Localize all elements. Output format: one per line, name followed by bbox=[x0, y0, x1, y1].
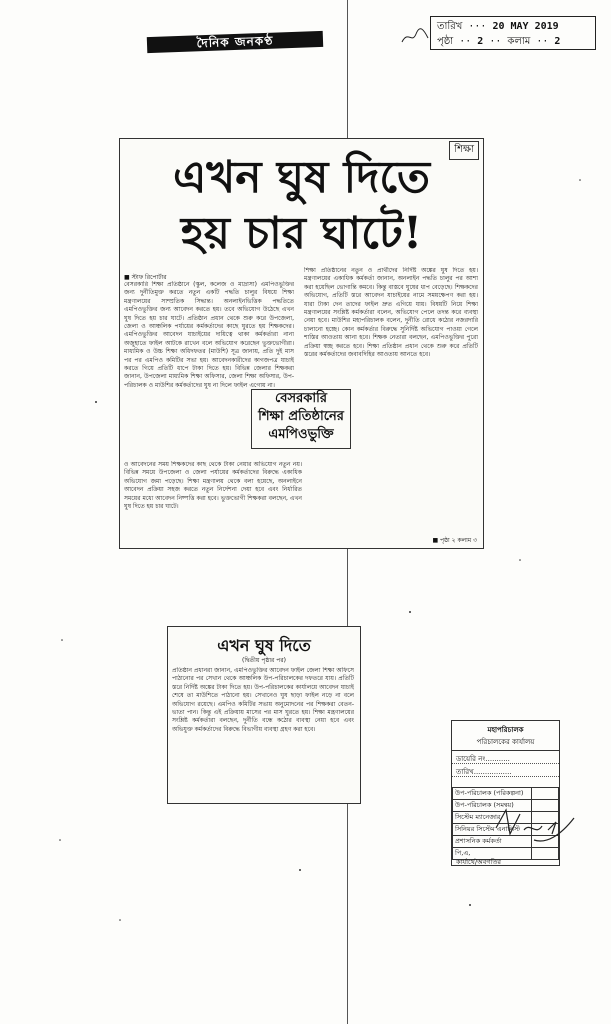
inset-line: বেসরকারি bbox=[275, 391, 327, 406]
received-date-stamp: তারিখ ··· 20 MAY 2019 পৃষ্ঠা ·· 2 ·· কলাম ·· 2 bbox=[430, 16, 596, 50]
stamp-page-value: 2 bbox=[477, 36, 484, 47]
slip-subtitle: পরিচালকের কার্যালয় bbox=[452, 736, 559, 751]
slip-date-line: তারিখ................. bbox=[452, 764, 559, 777]
article-body-left: বেসরকারি শিক্ষা প্রতিষ্ঠানে (স্কুল, কলেজ ও মাদ্রাসা) এমপিওভুক্তির জন্য দুর্নীতিমুক্ত করতে নতুন একটি পদ্ধতি চালুর বিষয়ে শিক্ষা মন্ত্রণালয়ের সাম্প্রতিক সিদ্ধান্ত। অনলাইনভিত্তিক পদ্ধতিতে এমপিওভুক্তির জন্য আবেদন করতে হয়। তবে অভিযোগ উঠেছে এখন ঘুষ দিতে হয় চার ঘাটে। প্রতিষ্ঠান প্রধান থেকে শুরু করে উপজেলা, জেলা ও আঞ্চলিক পর্যায়ের কর্মকর্তাদের কাছে ঘুরতে হয় শিক্ষকদের। এমপিওভুক্তির আবেদন যাচাইয়ের দায়িত্বে থাকা কর্মকর্তারা নানা অজুহাতে ফাইল আটকে রাখেন বলে অভিযোগ করেছেন ভুক্তভোগীরা। মাধ্যমিক ও উচ্চ শিক্ষা অধিদফতর (মাউশি) সূত্র জানায়, প্রতি দুই মাস পর পর এমপিও কমিটির সভা হয়। আবেদনকারীদের কাগজপত্র যাচাই করতে গিয়ে প্রতিটি ধাপে টাকা দিতে হয়। বিভিন্ন জেলার শিক্ষকরা জানান, উপজেলা মাধ্যমিক শিক্ষা অফিসার, জেলা শিক্ষা অফিসার, উপ-পরিচালক ও মাউশির কর্মকর্তাদের ঘুষ না দিলে ফাইল এগোয় না। bbox=[124, 281, 294, 389]
continuation-headline: এখন ঘুষ দিতে bbox=[217, 636, 311, 655]
slip-title: মহাপরিচালক bbox=[487, 726, 524, 734]
stamp-date-value: 20 MAY 2019 bbox=[492, 21, 559, 32]
stamp-column-value: 2 bbox=[554, 36, 561, 47]
dateline: ■ স্টাফ রিপোর্টার bbox=[124, 274, 167, 281]
slip-diary-line: ডায়েরি নং........... bbox=[452, 751, 559, 764]
newspaper-masthead: দৈনিক জনকণ্ঠ bbox=[147, 31, 323, 53]
stamp-column-label: কলাম bbox=[507, 36, 531, 47]
slip-row-label: উপ-পরিচালক (পরিকল্পনা) bbox=[453, 788, 532, 800]
article-body-right: শিক্ষা প্রতিষ্ঠানের নতুন ও প্রার্থীদের নির্দিষ্ট অঙ্কের ঘুষ দিতে হয়। মন্ত্রণালয়ের একাধিক কর্মকর্তা জানান, অনলাইন পদ্ধতি চালুর পর আশা করা হয়েছিল ভোগান্তি কমবে। কিন্তু বাস্তবে ঘুষের ধাপ বেড়েছে। শিক্ষকদের অভিযোগ, প্রতিটি স্তরে আবেদন যাচাইয়ের নামে সময়ক্ষেপণ করা হয়। যারা টাকা দেন তাদের ফাইল দ্রুত এগিয়ে যায়। বিষয়টি নিয়ে শিক্ষা মন্ত্রণালয়ের সংশ্লিষ্ট কর্মকর্তারা বলেন, অভিযোগ পেলে তদন্ত করে ব্যবস্থা নেয়া হবে। মাউশির মহাপরিচালক বলেন, দুর্নীতি রোধে কঠোর নজরদারি চালানো হচ্ছে। কোন কর্মকর্তার বিরুদ্ধে সুনির্দিষ্ট অভিযোগ পাওয়া গেলে শাস্তির আওতায় আনা হবে। শিক্ষক নেতারা বলছেন, এমপিওভুক্তির পুরো প্রক্রিয়া স্বচ্ছ করতে হবে। শিক্ষা প্রতিষ্ঠান প্রধান থেকে শুরু করে প্রতিটি স্তরের কর্মকর্তাদের জবাবদিহির আওতায় আনতে হবে। bbox=[304, 267, 478, 359]
slip-row-label: প্রশাসনিক কর্মকর্তা bbox=[453, 836, 532, 848]
continued-marker: ■ পৃষ্ঠা ২ কলাম ৩ bbox=[432, 537, 477, 544]
inset-line: এমপিওভুক্তি bbox=[268, 427, 334, 442]
stamp-page-label: পৃষ্ঠা bbox=[437, 36, 454, 47]
headline-line-2: হয় চার ঘাটে! bbox=[180, 208, 423, 259]
article-body-bottom: ও আবেদনের সময় শিক্ষকদের কাছ থেকে টাকা নেয়ার অভিযোগ নতুন নয়। বিভিন্ন সময়ে উপজেলা ও জেলা পর্যায়ের কর্মকর্তাদের বিরুদ্ধে একাধিক অভিযোগ জমা পড়েছে। শিক্ষা মন্ত্রণালয় থেকে বলা হয়েছে, অনলাইনে আবেদন প্রক্রিয়া সহজ করতে নতুন নির্দেশনা দেয়া হবে এবং নির্ধারিত সময়ের মধ্যে আবেদন নিষ্পত্তি করা হবে। ভুক্তভোগী শিক্ষকরা বলছেন, এখন ঘুষ দিতে হয় চার ঘাটে। bbox=[124, 461, 302, 511]
slip-row-label: পি,এ, bbox=[453, 848, 532, 860]
slip-footer: কার্যার্থে/অবগতির bbox=[456, 858, 501, 866]
stamp-date-label: তারিখ bbox=[437, 21, 463, 32]
continuation-caption: (দ্বিতীয় পৃষ্ঠার পর) bbox=[242, 657, 286, 664]
headline-line-1: এখন ঘুষ দিতে bbox=[172, 152, 431, 203]
slip-row-label: উপ-পরিচালক (সমন্বয়) bbox=[453, 800, 532, 812]
slip-row-label: সিনিয়র সিস্টেম এনালিস্ট bbox=[453, 824, 532, 836]
inset-line: শিক্ষা প্রতিষ্ঠানের bbox=[258, 409, 344, 424]
continuation-body: প্রতিষ্ঠান প্রধানরা জানান, এমপিওভুক্তির আবেদন ফাইল জেলা শিক্ষা অফিসে পাঠানোর পর সেখান থেকে আঞ্চলিক উপ-পরিচালকের দফতরে যায়। প্রতিটি স্তরে নির্দিষ্ট অঙ্কের টাকা দিতে হয়। উপ-পরিচালকের কার্যালয়ে আবেদন যাচাই শেষে তা মাউশিতে পাঠানো হয়। সেখানেও ঘুষ ছাড়া ফাইল নড়ে না বলে অভিযোগ রয়েছে। এমপিও কমিটির সভায় অনুমোদনের পর শিক্ষকরা বেতন-ভাতা পান। কিন্তু এই প্রক্রিয়ায় মাসের পর মাস ঘুরতে হয়। শিক্ষা মন্ত্রণালয়ের সংশ্লিষ্ট কর্মকর্তারা বলছেন, দুর্নীতি বন্ধে কঠোর ব্যবস্থা নেয়া হবে এবং অভিযুক্ত কর্মকর্তাদের বিরুদ্ধে বিভাগীয় ব্যবস্থা গ্রহণ করা হবে। bbox=[172, 667, 354, 733]
section-label: শিক্ষা bbox=[449, 141, 479, 160]
slip-row-label: সিস্টেম ম্যানেজার bbox=[453, 812, 532, 824]
